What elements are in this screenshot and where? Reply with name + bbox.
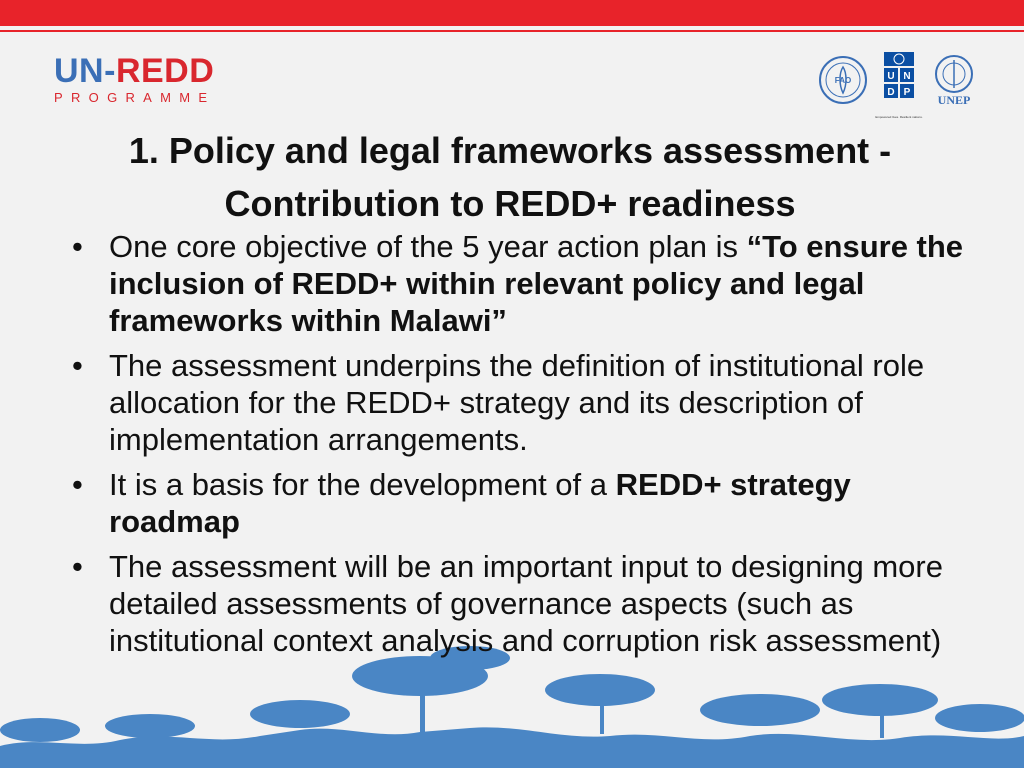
bullet-text: The assessment will be an important input to designing more detailed assessments of governance aspects (such as institutional context analysis and corruption risk assessment) bbox=[109, 549, 943, 658]
fao-text: FAO bbox=[834, 76, 852, 85]
un-redd-logo bbox=[54, 54, 215, 105]
bullet-dot-icon: • bbox=[72, 549, 83, 584]
undp-letter-p: P bbox=[903, 87, 911, 98]
undp-letter-n: N bbox=[903, 71, 911, 82]
logo-wordmark: UN-REDD bbox=[54, 52, 215, 90]
agency-logos bbox=[816, 52, 982, 130]
bullet-dot-icon: • bbox=[72, 467, 83, 502]
fao-logo-icon bbox=[820, 57, 866, 103]
slide-title-line-2: Contribution to REDD+ readiness bbox=[224, 183, 796, 224]
header-red-bar bbox=[0, 0, 1024, 26]
slide-title-line-1: 1. Policy and legal frameworks assessment - bbox=[128, 130, 892, 171]
undp-letter-d: D bbox=[887, 87, 895, 98]
bullet-dot-icon: • bbox=[72, 229, 83, 264]
bullet-dot-icon: • bbox=[72, 348, 83, 383]
bullet-item bbox=[72, 347, 972, 458]
undp-letter-u: U bbox=[887, 71, 895, 82]
bullet-item bbox=[72, 228, 972, 339]
unep-text: UNEP bbox=[937, 93, 971, 107]
bullet-item bbox=[72, 466, 972, 540]
bullet-text: One core objective of the 5 year action plan is “To ensure the inclusion of REDD+ within relevant policy and legal frameworks within Malawi” bbox=[109, 229, 964, 338]
bullet-item bbox=[72, 548, 972, 659]
undp-logo-icon bbox=[875, 52, 923, 119]
slide-title bbox=[60, 124, 960, 230]
header-red-line bbox=[0, 30, 1024, 32]
unep-logo-icon bbox=[936, 56, 972, 107]
logo-subtitle: PROGRAMME bbox=[54, 90, 216, 105]
bullet-list bbox=[72, 228, 972, 667]
undp-tagline: Empowered lives. Resilient nations. bbox=[875, 115, 923, 119]
bullet-text: It is a basis for the development of a REDD+ strategy roadmap bbox=[109, 467, 851, 539]
bullet-text: The assessment underpins the definition of institutional role allocation for the REDD+ strategy and its description of implementation arrangements. bbox=[109, 348, 925, 457]
